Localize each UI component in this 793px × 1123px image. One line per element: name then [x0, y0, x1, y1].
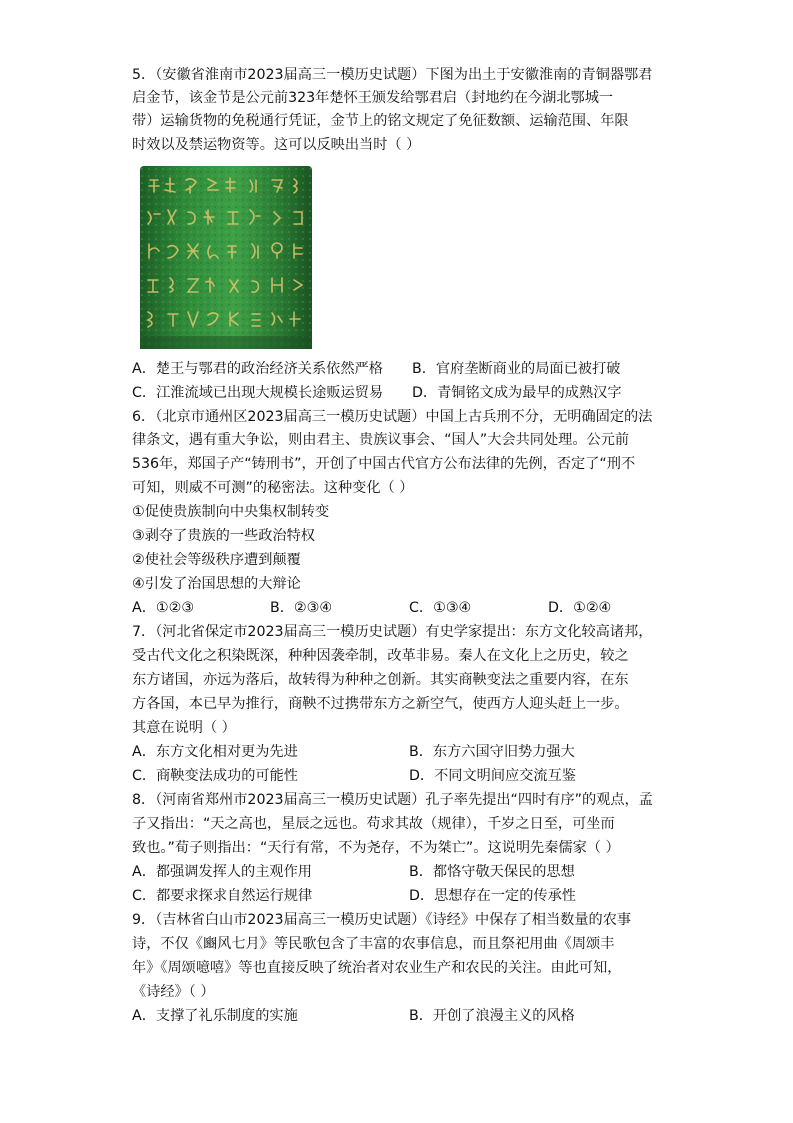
q6-option-a[interactable]: A．①②③: [132, 600, 195, 616]
q5-line-4: 时效以及禁运物资等。这可以反映出当时（ ）: [132, 137, 421, 153]
bronze-tally-photo: [140, 166, 312, 349]
q7-option-a[interactable]: A．东方文化相对更为先进: [132, 744, 298, 760]
q7-line-5: 其意在说明（ ）: [132, 720, 236, 736]
q7-line-3: 东方诸国，亦远为落后，故转得为种种之创新。其实商鞅变法之重要内容，在东: [132, 672, 629, 688]
q5-option-c[interactable]: C．江淮流域已出现大规模长途贩运贸易: [132, 385, 384, 401]
q6-item-2: ②使社会等级秩序遭到颠覆: [132, 552, 301, 568]
q6-line-2: 律条文，遇有重大争讼，则由君主、贵族议事会、“国人”大会共同处理。公元前: [132, 432, 630, 448]
q8-line-1: 8．（河南省郑州市2023届高三一模历史试题）孔子率先提出“四时有序”的观点，孟: [132, 792, 653, 808]
q7-option-c[interactable]: C．商鞅变法成功的可能性: [132, 768, 298, 784]
q6-option-c[interactable]: C．①③④: [409, 600, 472, 616]
q6-item-3: ③剥夺了贵族的一些政治特权: [132, 528, 315, 544]
q9-line-4: 《诗经》（ ）: [132, 984, 215, 1000]
q6-option-b[interactable]: B．②③④: [270, 600, 333, 616]
q6-item-4: ④引发了治国思想的大辩论: [132, 576, 301, 592]
q6-option-d[interactable]: D．①②④: [548, 600, 612, 616]
q8-line-2: 子又指出：“天之高也，星辰之远也。苟求其故（规律），千岁之日至，可坐而: [132, 816, 615, 832]
q8-option-a[interactable]: A．都强调发挥人的主观作用: [132, 864, 312, 880]
q8-option-b[interactable]: B．都恪守敬天保民的思想: [409, 864, 575, 880]
q5-line-2: 启金节，该金节是公元前323年楚怀王颁发给鄂君启（封地约在今湖北鄂城一: [132, 90, 614, 106]
q6-item-1: ①促使贵族制向中央集权制转变: [132, 504, 330, 520]
bronze-tally-illustration: [140, 166, 312, 349]
q8-line-3: 致也。”荀子则指出：“天行有常，不为尧存，不为桀亡”。这说明先秦儒家（ ）: [132, 840, 620, 856]
q6-line-1: 6．（北京市通州区2023届高三一模历史试题）中国上古兵刑不分，无明确固定的法: [132, 409, 653, 425]
q8-option-d[interactable]: D．思想存在一定的传承性: [409, 888, 576, 904]
q7-option-b[interactable]: B．东方六国守旧势力强大: [409, 744, 575, 760]
q7-line-4: 方各国，本已早为推行，商鞅不过携带东方之新空气，使西方人迎头赶上一步。: [132, 696, 629, 712]
q9-line-3: 年》《周颂噫嘻》等也直接反映了统治者对农业生产和农民的关注。由此可知，: [132, 960, 622, 976]
q5-line-1: 5．（安徽省淮南市2023届高三一模历史试题）下图为出土于安徽淮南的青铜器鄂君: [132, 67, 653, 83]
q5-option-a[interactable]: A．楚王与鄂君的政治经济关系依然严格: [132, 361, 383, 377]
q5-line-3: 带）运输货物的免税通行凭证，金节上的铭文规定了免征数额、运输范围、年限: [132, 113, 629, 129]
q5-option-b[interactable]: B．官府垄断商业的局面已被打破: [412, 361, 621, 377]
q6-line-4: 可知，则威不可测”的秘密法。这种变化（ ）: [132, 480, 414, 496]
q6-line-3: 536年，郑国子产“铸刑书”，开创了中国古代官方公布法律的先例，否定了“刑不: [132, 456, 636, 472]
q7-option-d[interactable]: D．不同文明间应交流互鉴: [409, 768, 576, 784]
q7-line-2: 受古代文化之积染既深，种种因袭牵制，改革非易。秦人在文化上之历史，较之: [132, 648, 629, 664]
q7-line-1: 7．（河北省保定市2023届高三一模历史试题）有史学家提出：东方文化较高诸邦，: [132, 624, 653, 640]
q9-line-1: 9．（吉林省白山市2023届高三一模历史试题）《诗经》中保存了相当数量的农事: [132, 912, 632, 928]
q9-option-a[interactable]: A．支撑了礼乐制度的实施: [132, 1008, 298, 1024]
q9-line-2: 诗，不仅《豳风七月》等民歌包含了丰富的农事信息，而且祭祀用曲《周颂丰: [132, 936, 615, 952]
q5-option-d[interactable]: D．青铜铭文成为最早的成熟汉字: [412, 385, 622, 401]
q8-option-c[interactable]: C．都要求探求自然运行规律: [132, 888, 313, 904]
q9-option-b[interactable]: B．开创了浪漫主义的风格: [409, 1008, 575, 1024]
